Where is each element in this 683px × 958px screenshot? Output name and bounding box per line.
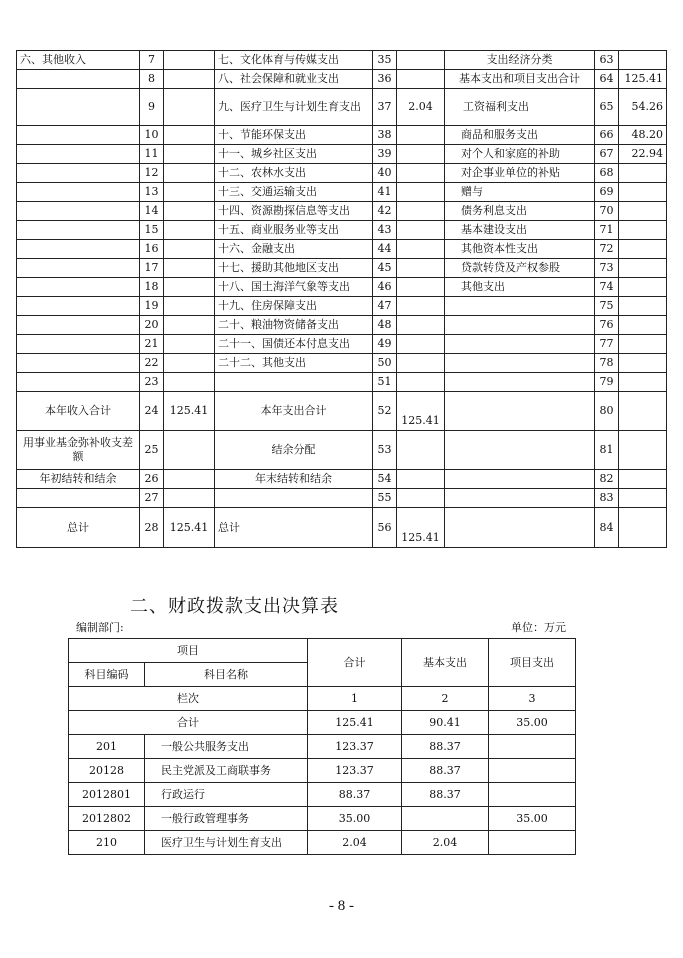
economic-class-item bbox=[445, 392, 595, 431]
fiscal-appropriation-table bbox=[68, 638, 576, 855]
expenditure-item: 十三、交通运输支出 bbox=[215, 183, 373, 202]
expenditure-item: 总计 bbox=[215, 508, 373, 548]
economic-class-item: 对个人和家庭的补助 bbox=[445, 145, 595, 164]
economic-class-item bbox=[445, 316, 595, 335]
economic-class-item bbox=[445, 335, 595, 354]
economic-class-item: 债务利息支出 bbox=[445, 202, 595, 221]
amount-basic: 88.37 bbox=[402, 759, 489, 783]
row-number: 81 bbox=[595, 431, 619, 470]
total-label: 合计 bbox=[69, 711, 308, 735]
row-number: 37 bbox=[373, 89, 397, 126]
col-1: 1 bbox=[308, 687, 402, 711]
row-number: 46 bbox=[373, 278, 397, 297]
subject-name: 医疗卫生与计划生育支出 bbox=[145, 831, 308, 855]
header-total: 合计 bbox=[308, 639, 402, 687]
income-amount bbox=[164, 470, 215, 489]
header-name: 科目名称 bbox=[145, 663, 308, 687]
table-row bbox=[17, 278, 667, 297]
economic-amount bbox=[619, 221, 667, 240]
income-amount bbox=[164, 297, 215, 316]
economic-class-item: 其他资本性支出 bbox=[445, 240, 595, 259]
row-number: 63 bbox=[595, 51, 619, 70]
expenditure-amount: 125.41 bbox=[397, 508, 445, 548]
row-number: 71 bbox=[595, 221, 619, 240]
page-number: - 8 - bbox=[329, 898, 354, 914]
table-row bbox=[17, 183, 667, 202]
economic-amount bbox=[619, 297, 667, 316]
expenditure-item: 本年支出合计 bbox=[215, 392, 373, 431]
subject-code: 201 bbox=[69, 735, 145, 759]
row-number: 13 bbox=[140, 183, 164, 202]
expenditure-amount bbox=[397, 470, 445, 489]
income-amount bbox=[164, 335, 215, 354]
col-3: 3 bbox=[489, 687, 576, 711]
economic-amount bbox=[619, 51, 667, 70]
income-item bbox=[17, 183, 140, 202]
income-amount bbox=[164, 316, 215, 335]
income-amount bbox=[164, 259, 215, 278]
header-basic: 基本支出 bbox=[402, 639, 489, 687]
expenditure-amount bbox=[397, 202, 445, 221]
expenditure-amount bbox=[397, 183, 445, 202]
income-amount bbox=[164, 202, 215, 221]
expenditure-amount: 2.04 bbox=[397, 89, 445, 126]
income-item bbox=[17, 316, 140, 335]
row-number: 40 bbox=[373, 164, 397, 183]
row-number: 47 bbox=[373, 297, 397, 316]
table-row bbox=[17, 470, 667, 489]
expenditure-amount bbox=[397, 240, 445, 259]
table-row bbox=[17, 164, 667, 183]
income-item bbox=[17, 221, 140, 240]
income-item: 总计 bbox=[17, 508, 140, 548]
table-row bbox=[17, 51, 667, 70]
income-item bbox=[17, 126, 140, 145]
row-number: 54 bbox=[373, 470, 397, 489]
expenditure-item bbox=[215, 489, 373, 508]
row-number: 27 bbox=[140, 489, 164, 508]
row-number: 84 bbox=[595, 508, 619, 548]
row-number: 9 bbox=[140, 89, 164, 126]
expenditure-amount bbox=[397, 164, 445, 183]
row-number: 36 bbox=[373, 70, 397, 89]
row-number: 73 bbox=[595, 259, 619, 278]
economic-amount bbox=[619, 183, 667, 202]
expenditure-item: 结余分配 bbox=[215, 431, 373, 470]
economic-class-item bbox=[445, 373, 595, 392]
income-item: 本年收入合计 bbox=[17, 392, 140, 431]
table-row bbox=[69, 735, 576, 759]
row-number: 12 bbox=[140, 164, 164, 183]
income-expenditure-table bbox=[16, 50, 667, 548]
table-row bbox=[17, 335, 667, 354]
income-item bbox=[17, 70, 140, 89]
row-number: 51 bbox=[373, 373, 397, 392]
amount-total: 123.37 bbox=[308, 759, 402, 783]
expenditure-amount bbox=[397, 145, 445, 164]
income-amount bbox=[164, 89, 215, 126]
expenditure-amount: 125.41 bbox=[397, 392, 445, 431]
expenditure-item: 二十二、其他支出 bbox=[215, 354, 373, 373]
row-number: 19 bbox=[140, 297, 164, 316]
economic-amount bbox=[619, 354, 667, 373]
expenditure-amount bbox=[397, 354, 445, 373]
subject-code: 2012801 bbox=[69, 783, 145, 807]
economic-class-item: 赠与 bbox=[445, 183, 595, 202]
row-number: 10 bbox=[140, 126, 164, 145]
row-number: 7 bbox=[140, 51, 164, 70]
expenditure-amount bbox=[397, 278, 445, 297]
row-number: 25 bbox=[140, 431, 164, 470]
expenditure-amount bbox=[397, 297, 445, 316]
table-row bbox=[69, 783, 576, 807]
row-number: 55 bbox=[373, 489, 397, 508]
economic-class-item bbox=[445, 354, 595, 373]
table-row bbox=[69, 807, 576, 831]
income-amount bbox=[164, 240, 215, 259]
expenditure-amount bbox=[397, 70, 445, 89]
economic-class-item bbox=[445, 508, 595, 548]
expenditure-item: 二十、粮油物资储备支出 bbox=[215, 316, 373, 335]
row-number: 8 bbox=[140, 70, 164, 89]
expenditure-amount bbox=[397, 316, 445, 335]
row-number: 69 bbox=[595, 183, 619, 202]
expenditure-item bbox=[215, 373, 373, 392]
section-title: 二、财政拨款支出决算表 bbox=[130, 596, 339, 617]
total-basic: 90.41 bbox=[402, 711, 489, 735]
subject-name: 一般公共服务支出 bbox=[145, 735, 308, 759]
row-number: 42 bbox=[373, 202, 397, 221]
amount-project bbox=[489, 831, 576, 855]
table-row bbox=[17, 373, 667, 392]
expenditure-amount bbox=[397, 51, 445, 70]
row-number: 56 bbox=[373, 508, 397, 548]
header-item: 项目 bbox=[69, 639, 308, 663]
row-number: 11 bbox=[140, 145, 164, 164]
row-number: 49 bbox=[373, 335, 397, 354]
economic-amount: 22.94 bbox=[619, 145, 667, 164]
row-number: 20 bbox=[140, 316, 164, 335]
row-number: 45 bbox=[373, 259, 397, 278]
economic-amount bbox=[619, 164, 667, 183]
economic-class-item bbox=[445, 489, 595, 508]
table-row bbox=[17, 202, 667, 221]
economic-amount bbox=[619, 202, 667, 221]
income-amount bbox=[164, 126, 215, 145]
table-row bbox=[17, 508, 667, 548]
economic-amount bbox=[619, 508, 667, 548]
table-row bbox=[17, 431, 667, 470]
row-number: 39 bbox=[373, 145, 397, 164]
income-amount bbox=[164, 373, 215, 392]
row-number: 77 bbox=[595, 335, 619, 354]
expenditure-item: 十一、城乡社区支出 bbox=[215, 145, 373, 164]
row-number: 72 bbox=[595, 240, 619, 259]
unit-label: 单位：万元 bbox=[511, 621, 566, 634]
economic-class-item: 对企事业单位的补贴 bbox=[445, 164, 595, 183]
table-row bbox=[17, 221, 667, 240]
income-item bbox=[17, 489, 140, 508]
row-number: 82 bbox=[595, 470, 619, 489]
economic-class-item: 基本建设支出 bbox=[445, 221, 595, 240]
table-row bbox=[17, 259, 667, 278]
row-number: 64 bbox=[595, 70, 619, 89]
expenditure-item: 十八、国土海洋气象等支出 bbox=[215, 278, 373, 297]
header-project: 项目支出 bbox=[489, 639, 576, 687]
expenditure-item: 十九、住房保障支出 bbox=[215, 297, 373, 316]
economic-class-item: 其他支出 bbox=[445, 278, 595, 297]
table-row bbox=[17, 126, 667, 145]
table-row bbox=[17, 240, 667, 259]
economic-amount: 125.41 bbox=[619, 70, 667, 89]
income-item bbox=[17, 145, 140, 164]
amount-basic bbox=[402, 807, 489, 831]
income-amount bbox=[164, 145, 215, 164]
subject-code: 2012802 bbox=[69, 807, 145, 831]
income-item bbox=[17, 373, 140, 392]
table-row bbox=[17, 354, 667, 373]
economic-amount bbox=[619, 240, 667, 259]
table-row bbox=[17, 70, 667, 89]
expenditure-item: 十六、金融支出 bbox=[215, 240, 373, 259]
row-number: 78 bbox=[595, 354, 619, 373]
dept-label: 编制部门: bbox=[76, 621, 124, 634]
row-number: 79 bbox=[595, 373, 619, 392]
row-number: 52 bbox=[373, 392, 397, 431]
row-number: 15 bbox=[140, 221, 164, 240]
economic-class-item: 支出经济分类 bbox=[445, 51, 595, 70]
col-row-label: 栏次 bbox=[69, 687, 308, 711]
economic-class-item bbox=[445, 297, 595, 316]
income-item: 六、其他收入 bbox=[17, 51, 140, 70]
col-2: 2 bbox=[402, 687, 489, 711]
economic-amount bbox=[619, 392, 667, 431]
expenditure-amount bbox=[397, 431, 445, 470]
income-amount bbox=[164, 489, 215, 508]
expenditure-amount bbox=[397, 126, 445, 145]
subject-code: 210 bbox=[69, 831, 145, 855]
row-number: 16 bbox=[140, 240, 164, 259]
row-number: 65 bbox=[595, 89, 619, 126]
income-item bbox=[17, 335, 140, 354]
amount-project bbox=[489, 735, 576, 759]
income-item bbox=[17, 164, 140, 183]
amount-total: 2.04 bbox=[308, 831, 402, 855]
income-item bbox=[17, 297, 140, 316]
table-row bbox=[17, 89, 667, 126]
income-item bbox=[17, 278, 140, 297]
expenditure-item: 九、医疗卫生与计划生育支出 bbox=[215, 89, 373, 126]
economic-amount bbox=[619, 259, 667, 278]
expenditure-item: 十五、商业服务业等支出 bbox=[215, 221, 373, 240]
amount-total: 123.37 bbox=[308, 735, 402, 759]
row-number: 24 bbox=[140, 392, 164, 431]
expenditure-item: 十四、资源勘探信息等支出 bbox=[215, 202, 373, 221]
row-number: 22 bbox=[140, 354, 164, 373]
economic-class-item: 基本支出和项目支出合计 bbox=[445, 70, 595, 89]
amount-project bbox=[489, 759, 576, 783]
economic-amount bbox=[619, 335, 667, 354]
economic-class-item: 贷款转贷及产权参股 bbox=[445, 259, 595, 278]
table-row bbox=[17, 145, 667, 164]
economic-amount bbox=[619, 278, 667, 297]
expenditure-amount bbox=[397, 335, 445, 354]
subject-name: 行政运行 bbox=[145, 783, 308, 807]
expenditure-item: 十七、援助其他地区支出 bbox=[215, 259, 373, 278]
table-row bbox=[17, 297, 667, 316]
row-number: 17 bbox=[140, 259, 164, 278]
expenditure-item: 年末结转和结余 bbox=[215, 470, 373, 489]
expenditure-item: 八、社会保障和就业支出 bbox=[215, 70, 373, 89]
expenditure-amount bbox=[397, 259, 445, 278]
row-number: 38 bbox=[373, 126, 397, 145]
subject-code: 20128 bbox=[69, 759, 145, 783]
row-number: 28 bbox=[140, 508, 164, 548]
amount-basic: 88.37 bbox=[402, 783, 489, 807]
row-number: 67 bbox=[595, 145, 619, 164]
income-amount bbox=[164, 70, 215, 89]
row-number: 23 bbox=[140, 373, 164, 392]
economic-class-item bbox=[445, 470, 595, 489]
total-project: 35.00 bbox=[489, 711, 576, 735]
row-number: 44 bbox=[373, 240, 397, 259]
row-number: 35 bbox=[373, 51, 397, 70]
economic-amount: 54.26 bbox=[619, 89, 667, 126]
expenditure-item: 七、文化体育与传媒支出 bbox=[215, 51, 373, 70]
amount-basic: 2.04 bbox=[402, 831, 489, 855]
income-amount bbox=[164, 183, 215, 202]
header-code: 科目编码 bbox=[69, 663, 145, 687]
economic-amount bbox=[619, 470, 667, 489]
row-number: 75 bbox=[595, 297, 619, 316]
income-item bbox=[17, 259, 140, 278]
row-number: 41 bbox=[373, 183, 397, 202]
income-amount: 125.41 bbox=[164, 392, 215, 431]
income-item bbox=[17, 89, 140, 126]
amount-project bbox=[489, 783, 576, 807]
row-number: 14 bbox=[140, 202, 164, 221]
economic-amount bbox=[619, 373, 667, 392]
economic-amount: 48.20 bbox=[619, 126, 667, 145]
economic-amount bbox=[619, 316, 667, 335]
amount-total: 88.37 bbox=[308, 783, 402, 807]
row-number: 66 bbox=[595, 126, 619, 145]
expenditure-item: 二十一、国债还本付息支出 bbox=[215, 335, 373, 354]
table-row bbox=[69, 831, 576, 855]
table-row bbox=[69, 759, 576, 783]
economic-amount bbox=[619, 431, 667, 470]
income-item bbox=[17, 354, 140, 373]
table-row bbox=[17, 392, 667, 431]
expenditure-amount bbox=[397, 489, 445, 508]
expenditure-amount bbox=[397, 221, 445, 240]
economic-class-item: 商品和服务支出 bbox=[445, 126, 595, 145]
row-number: 68 bbox=[595, 164, 619, 183]
subject-name: 一般行政管理事务 bbox=[145, 807, 308, 831]
income-item: 用事业基金弥补收支差额 bbox=[17, 431, 140, 470]
expenditure-item: 十二、农林水支出 bbox=[215, 164, 373, 183]
income-amount: 125.41 bbox=[164, 508, 215, 548]
table-row bbox=[17, 316, 667, 335]
income-amount bbox=[164, 51, 215, 70]
income-amount bbox=[164, 354, 215, 373]
income-amount bbox=[164, 431, 215, 470]
expenditure-amount bbox=[397, 373, 445, 392]
amount-project: 35.00 bbox=[489, 807, 576, 831]
row-number: 76 bbox=[595, 316, 619, 335]
economic-class-item bbox=[445, 431, 595, 470]
subject-name: 民主党派及工商联事务 bbox=[145, 759, 308, 783]
income-amount bbox=[164, 221, 215, 240]
expenditure-item: 十、节能环保支出 bbox=[215, 126, 373, 145]
row-number: 80 bbox=[595, 392, 619, 431]
row-number: 21 bbox=[140, 335, 164, 354]
row-number: 74 bbox=[595, 278, 619, 297]
total-total: 125.41 bbox=[308, 711, 402, 735]
row-number: 43 bbox=[373, 221, 397, 240]
amount-total: 35.00 bbox=[308, 807, 402, 831]
income-item: 年初结转和结余 bbox=[17, 470, 140, 489]
row-number: 48 bbox=[373, 316, 397, 335]
row-number: 18 bbox=[140, 278, 164, 297]
income-amount bbox=[164, 164, 215, 183]
row-number: 83 bbox=[595, 489, 619, 508]
income-item bbox=[17, 202, 140, 221]
economic-class-item: 工资福利支出 bbox=[445, 89, 595, 126]
row-number: 70 bbox=[595, 202, 619, 221]
amount-basic: 88.37 bbox=[402, 735, 489, 759]
income-amount bbox=[164, 278, 215, 297]
table-row bbox=[17, 489, 667, 508]
income-item bbox=[17, 240, 140, 259]
economic-amount bbox=[619, 489, 667, 508]
row-number: 50 bbox=[373, 354, 397, 373]
row-number: 26 bbox=[140, 470, 164, 489]
row-number: 53 bbox=[373, 431, 397, 470]
